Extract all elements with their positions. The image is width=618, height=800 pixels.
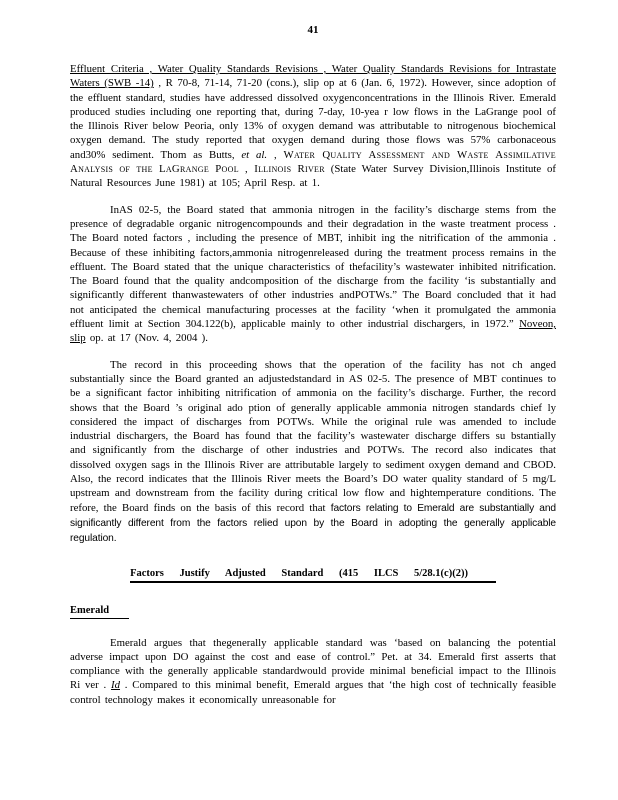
text-run: op. at 17 (Nov. 4, 2004 ). — [85, 332, 208, 345]
text-run: , R 70-8, 71-14, 71-20 (cons.), slip op at 6 (Jan. 6, 1972). However, since adoption of the effluent standard, studies have addressed dissolved oxygenconcentrations in the Illinois River. Emerald produced studies including one reporting that, during 7-day, 10-yea r low flows in the LaGrange pool of the Illinois River below Peoria, only 13% of oxygen demand was attributable to nitrogenous biochemical oxygen demand. The study reported that oxygen demand during those flows was 57% carbonaceous and30% sediment. Thom as Butts, — [70, 77, 556, 161]
text-run: et al. — [241, 148, 268, 161]
paragraph-record-in-proceeding — [70, 358, 556, 547]
subsection-heading-row — [70, 600, 556, 619]
subsection-heading-emerald: Emerald — [70, 605, 129, 619]
paragraph-emerald-argues — [70, 636, 556, 707]
text-run: Effluent Criteria , Water Quality Standards Revisions , Water Quality Standards Revisions for Intrastate Waters (SWB -14) — [70, 63, 556, 90]
paragraph-as-02-5-board-findings — [70, 203, 556, 346]
section-heading-row — [70, 563, 556, 583]
text-run: Water Quality Assessment and Waste Assimilative Analysis of the LaGrange Pool , Illinois River — [70, 148, 556, 176]
text-run: Emerald argues that thegenerally applicable standard was ‘based on balancing the potential adverse impact upon DO against the cost and ease of control.” Pet. at 34. Emerald first asserts that compliance with the generally applicable standardwould provide minimal beneficial impact to the Illinois Ri ver . — [70, 636, 556, 692]
text-run: Id — [111, 679, 121, 692]
text-run: (State Water Survey Division,Illinois Institute of Natural Resources June 1981) at 105; April Resp. at 1. — [70, 163, 556, 190]
text-run: , — [267, 148, 284, 161]
page-number: 41 — [307, 24, 319, 36]
text-run: The record in this proceeding shows that the operation of the facility has not ch anged substantially since the Board granted an adjustedstandard in AS 02-5. The presence of MBT continues to be a significant factor inhibiting nitrification of ammonia on the facility’s discharge. Further, the record shows that the Board ’s original ado ption of generally applicable ammonia nitrogen standards chief ly considered the impact of discharges from POTWs. While the original rule was amended to include industrial dischargers, the Board has found that the facility’s wastewater discharge differs su bstantially and significantly from the discharge of other industries and POTWs. The record also indicates that dissolved oxygen sags in the Illinois River are attributable largely to sediment oxygen demand and CBOD. Also, the record indicates that the Illinois River meets the Board’s DO water quality standard of 5 mg/L upstream and downstream from the facility during critical low flow and hightemperature conditions. The refore, the Board finds on the basis of this record that — [70, 358, 556, 514]
paragraph-effluent-criteria-citation — [70, 62, 556, 191]
text-run: InAS 02-5, the Board stated that ammonia nitrogen in the facility’s discharge stems from the presence of degradable organic nitrogencompounds and their degradation in the waste treatment process . The Board noted factors , including the presence of MBT, inhibit ing the nitrification of the ammonia . Because of these inhibiting factors,ammonia nitrogenreleased during the treatment process remains in the effluent. The Board stated that the unique characteristics of thefacility’s wastewater inhibited nitrification. The Board found that the quality andcomposition of the discharge from the facility ‘is substantially and significantly different thanwastewaters of other industries andPOTWs.” The Board concluded that it had not anticipated the chemical manufacturing processes at the facility ‘when it promulgated the ammonia effluent limit at Section 304.122(b), applicable mainly to other industrial dischargers, in 1972.” — [70, 203, 556, 331]
text-run: Noveon, slip — [70, 318, 556, 345]
text-run: . Compared to this minimal benefit, Emerald argues that ‘the high cost of technically feasible control technology makes it economically unreasonable for — [70, 679, 556, 706]
text-run: factors relating to Emerald are substantially and significantly different from the factors relied upon by the Board in adopting the generally applicable regulation. — [70, 502, 556, 545]
section-heading-factors-justify-adjusted-standard: Factors Justify Adjusted Standard (415 ILCS 5/28.1(c)(2)) — [130, 568, 496, 583]
